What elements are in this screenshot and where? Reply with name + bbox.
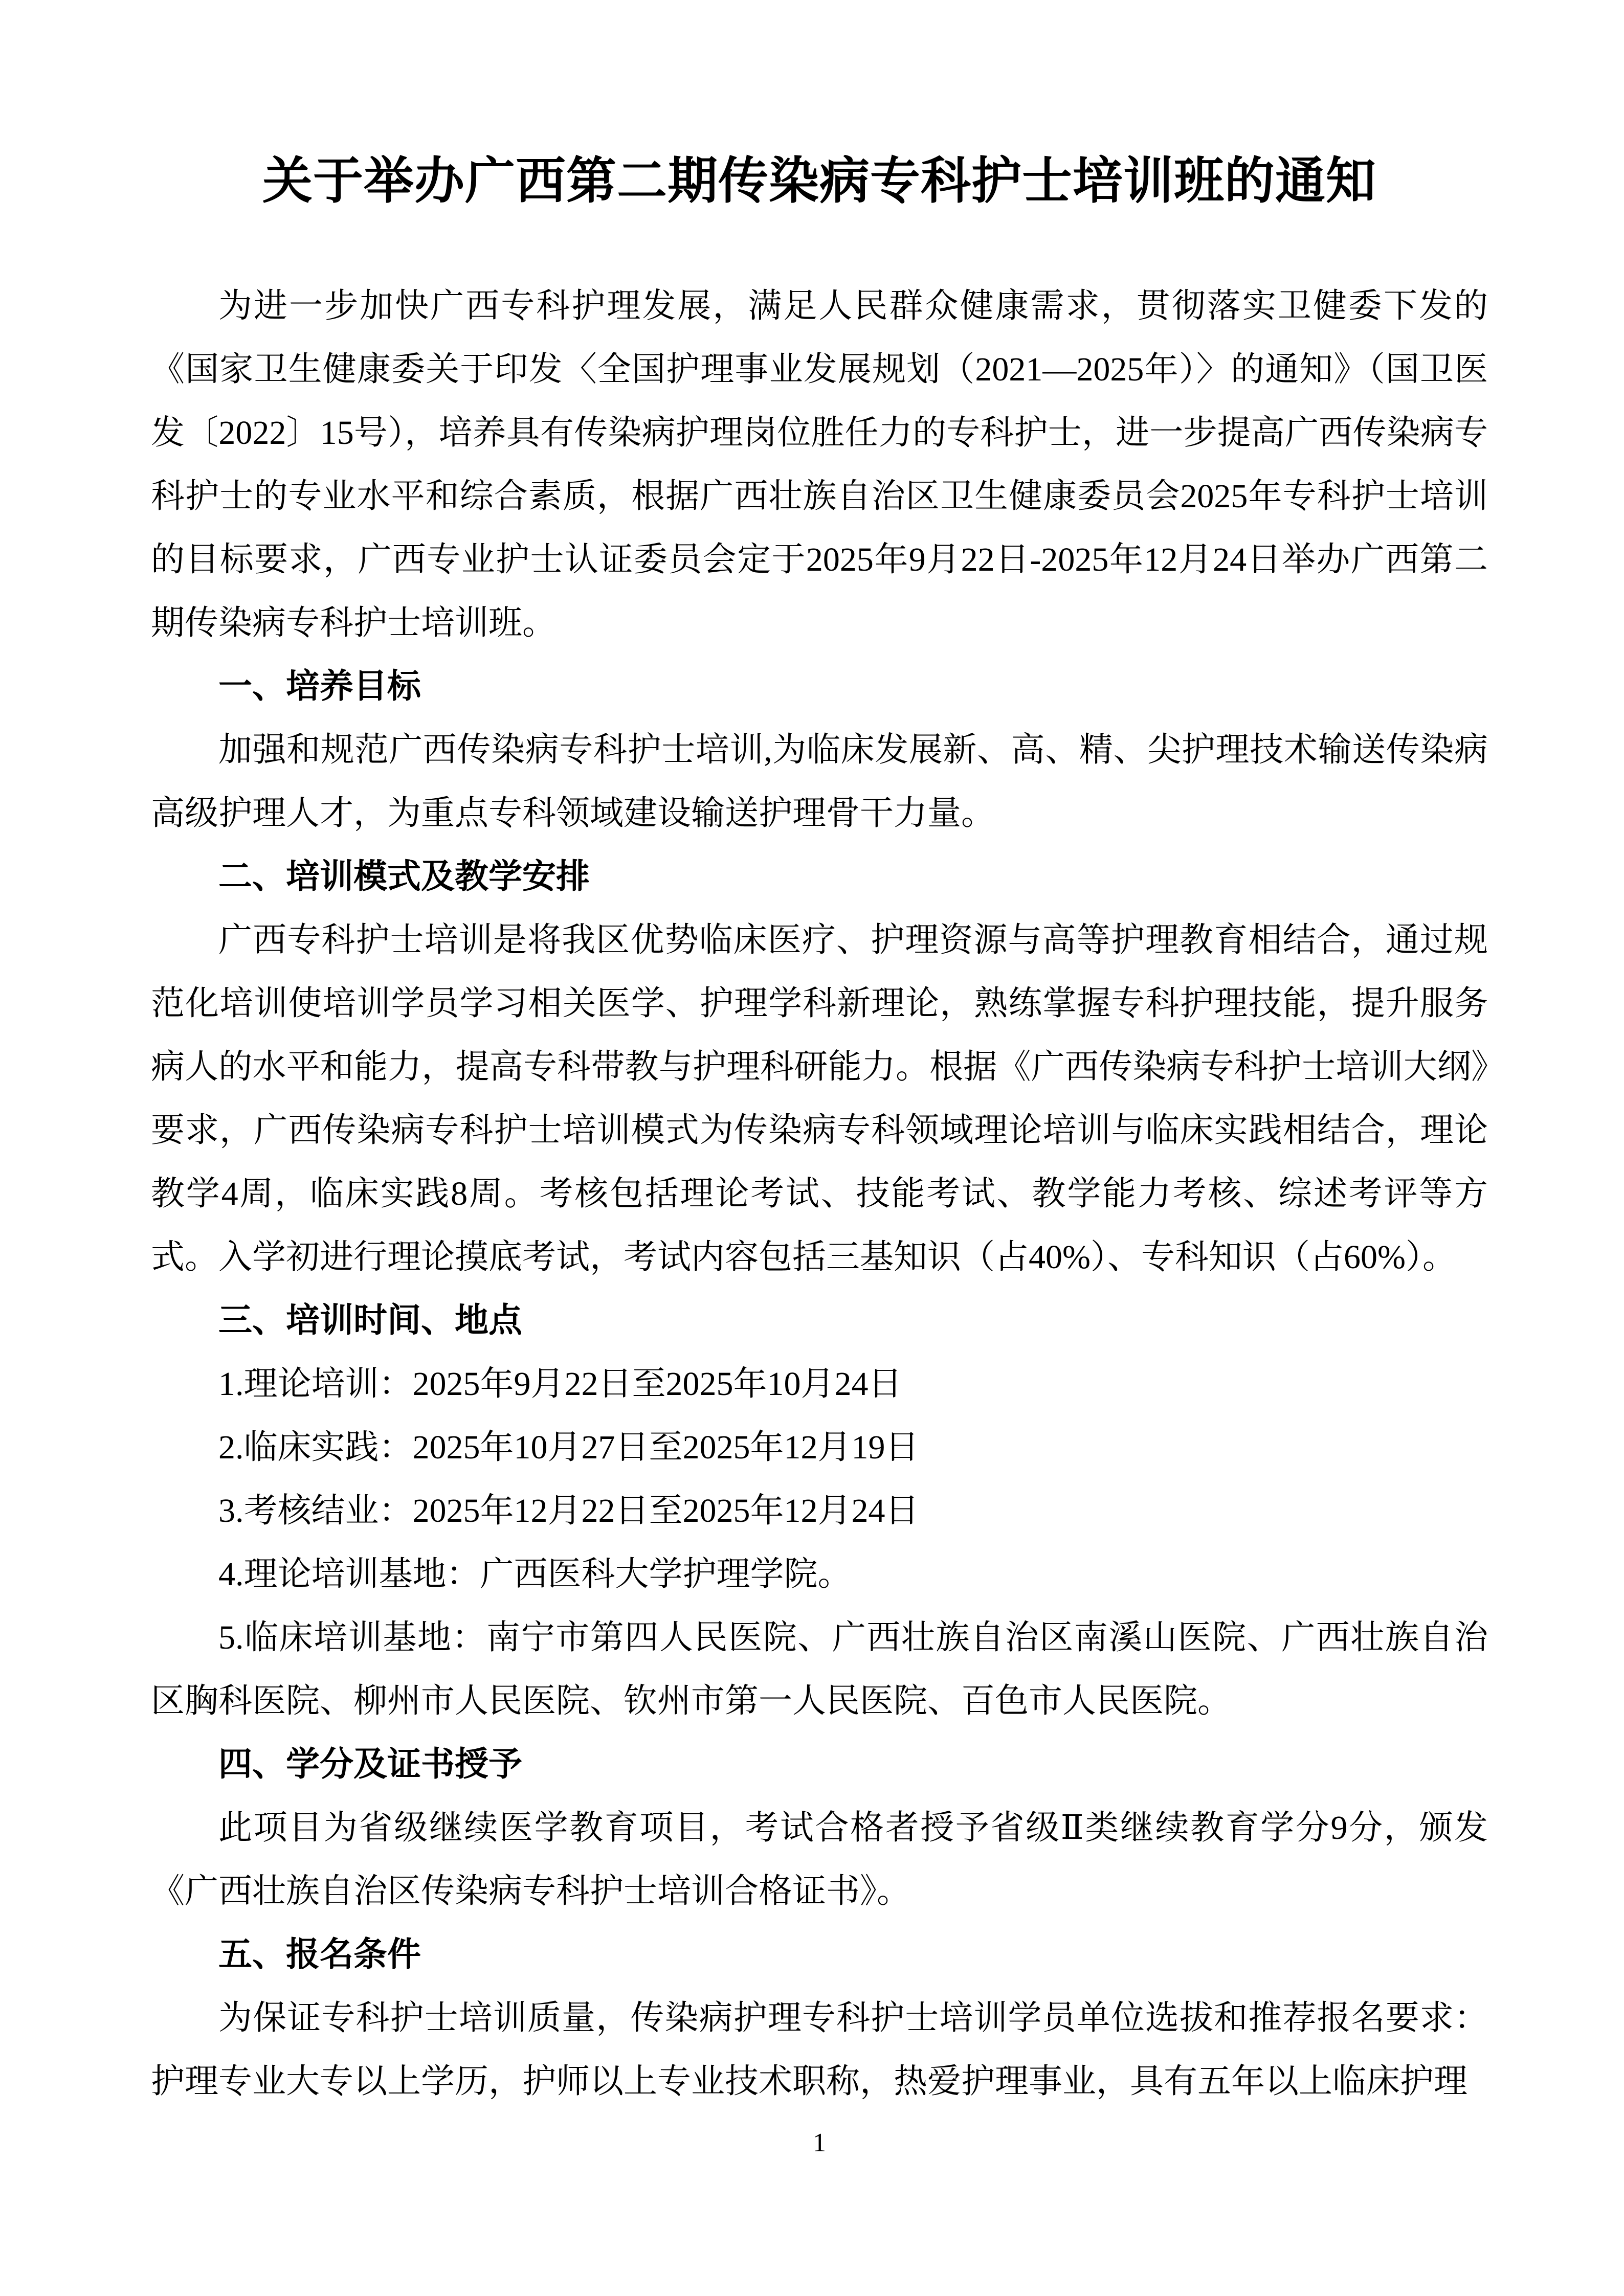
paragraph: 4.理论培训基地：广西医科大学护理学院。 [218, 1556, 852, 1593]
paragraph: 为保证专科护士培训质量，传染病护理专科护士培训学员单位选拔和推荐报名要求：护理专业大专以上学历，护师以上专业技术职称，热爱护理事业，具有五年以上临床护理 [151, 1999, 1488, 2100]
paragraph: 5.临床培训基地：南宁市第四人民医院、广西壮族自治区南溪山医院、广西壮族自治区胸科医院、柳州市人民医院、钦州市第一人民医院、百色市人民医院。 [151, 1619, 1488, 1720]
paragraph: 加强和规范广西传染病专科护士培训,为临床发展新、高、精、尖护理技术输送传染病高级护理人才，为重点专科领域建设输送护理骨干力量。 [151, 731, 1488, 832]
paragraph: 3.考核结业：2025年12月22日至2025年12月24日 [218, 1492, 919, 1529]
section-heading: 四、学分及证书授予 [218, 1746, 522, 1783]
section-heading: 一、培养目标 [218, 668, 421, 705]
paragraph: 2.临床实践：2025年10月27日至2025年12月19日 [218, 1429, 919, 1466]
paragraph: 此项目为省级继续医学教育项目，考试合格者授予省级Ⅱ类继续教育学分9分，颁发《广西壮族自治区传染病专科护士培训合格证书》。 [151, 1809, 1488, 1910]
page-footer [151, 2125, 1488, 2162]
paragraph: 广西专科护士培训是将我区优势临床医疗、护理资源与高等护理教育相结合，通过规范化培训使培训学员学习相关医学、护理学科新理论，熟练掌握专科护理技能，提升服务病人的水平和能力，提高专科带教与护理科研能力。根据《广西传染病专科护士培训大纲》要求，广西传染病专科护士培训模式为传染病专科领域理论培训与临床实践相结合，理论教学4周，临床实践8周。考核包括理论考试、技能考试、教学能力考核、综述考评等方式。入学初进行理论摸底考试，考试内容包括三基知识（占40%）、专科知识（占60%）。 [151, 921, 1488, 1276]
document-blocks [151, 275, 1488, 2113]
page-number: 1 [813, 2128, 826, 2157]
section-heading: 三、培训时间、地点 [218, 1302, 522, 1339]
paragraph: 1.理论培训：2025年9月22日至2025年10月24日 [218, 1365, 902, 1403]
section-heading: 二、培训模式及教学安排 [218, 858, 590, 895]
paragraph: 为进一步加快广西专科护理发展，满足人民群众健康需求，贯彻落实卫健委下发的《国家卫生健康委关于印发〈全国护理事业发展规划（2021—2025年）〉的通知》（国卫医发〔2022〕15号），培养具有传染病护理岗位胜任力的专科护士，进一步提高广西传染病专科护士的专业水平和综合素质，根据广西壮族自治区卫生健康委员会2025年专科护士培训的目标要求，广西专业护士认证委员会定于2025年9月22日-2025年12月24日举办广西第二期传染病专科护士培训班。 [151, 287, 1488, 642]
section-heading: 五、报名条件 [218, 1936, 421, 1973]
page-title: 关于举办广西第二期传染病专科护士培训班的通知 [262, 154, 1376, 209]
